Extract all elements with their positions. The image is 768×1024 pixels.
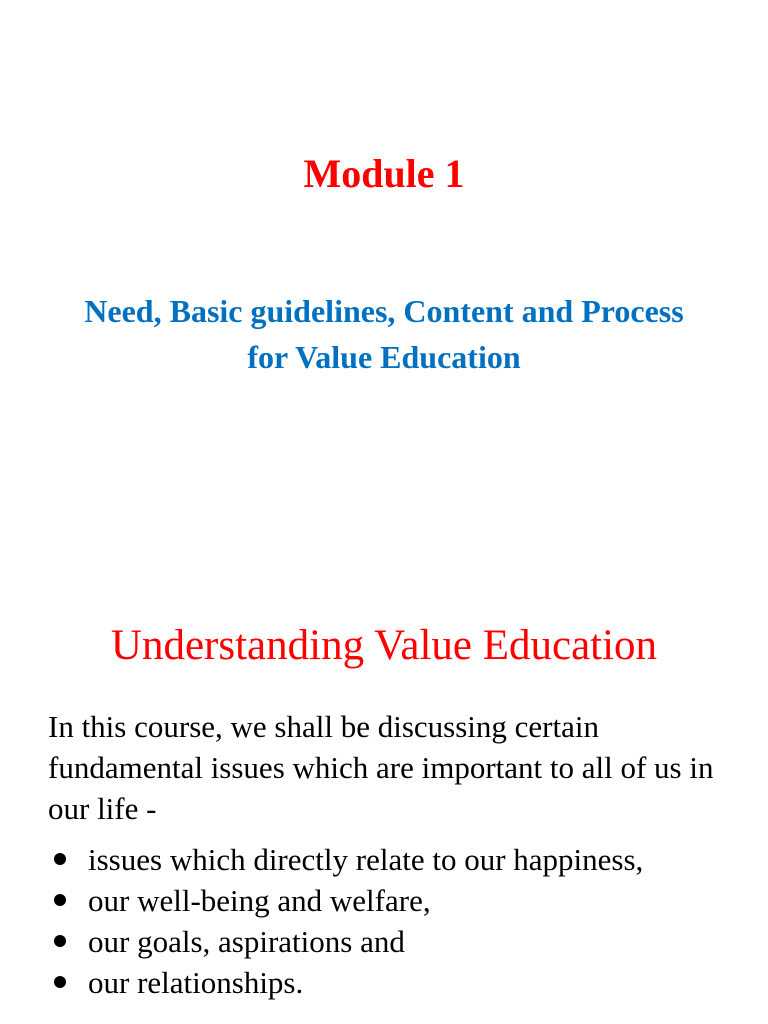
bullet-dot-icon [54,853,66,865]
slide-understanding-value-education [0,576,768,1024]
module-subtitle: Need, Basic guidelines, Content and Process for Value Education [84,293,684,375]
bullet-text: our goals, aspirations and [88,924,405,959]
intro-paragraph: In this course, we shall be discussing certain fundamental issues which are important to all of us in our life - [48,709,714,826]
bullet-item [48,962,748,1003]
bullet-dot-icon [54,935,66,947]
bullet-text: our well-being and welfare, [88,883,431,918]
bullet-dot-icon [54,894,66,906]
bullet-item [48,839,748,880]
bullet-item [48,880,748,921]
bullet-text: our relationships. [88,965,304,1000]
module-title: Module 1 [303,151,465,196]
bullet-list [48,839,748,1003]
bullet-dot-icon [54,976,66,988]
bullet-item [48,921,748,962]
section-title: Understanding Value Education [110,622,658,669]
bullet-text: issues which directly relate to our happiness, [88,842,644,877]
